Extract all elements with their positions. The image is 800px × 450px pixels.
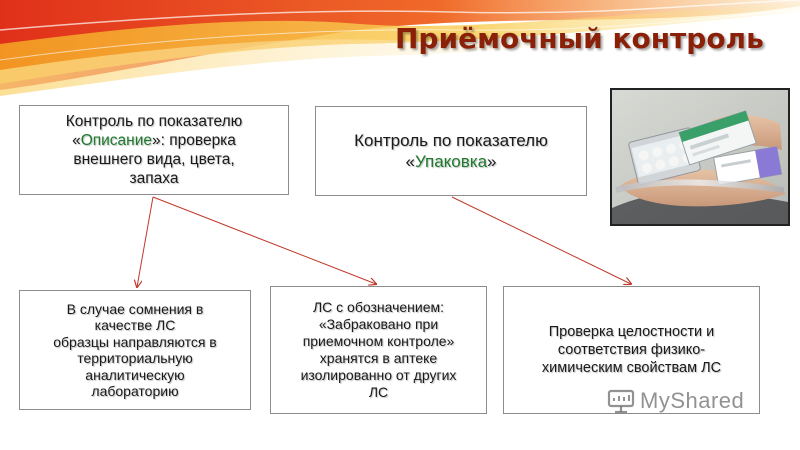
- box-rejected-line1: ЛС с обозначением:: [312, 299, 445, 315]
- box-packaging-control: [315, 106, 587, 196]
- box-doubt-line5: аналитическую: [85, 366, 185, 383]
- box-doubt-line2: качестве ЛС: [94, 317, 176, 333]
- box-doubt-line4: территориальную: [77, 350, 193, 366]
- box-doubt-laboratory: [19, 290, 251, 410]
- box-rejected-line3: приемочном контроле»: [302, 333, 455, 349]
- box-doubt-line1: В случае сомнения в: [66, 300, 204, 317]
- watermark-text: MyShared: [640, 388, 745, 413]
- box-description-line4: запаха: [129, 170, 179, 187]
- box-description-after-highlight: »: проверка: [152, 132, 236, 149]
- arrow-description-to-rejected: [153, 197, 376, 284]
- box-description-open-quote: «: [72, 132, 81, 149]
- box-rejected-storage: [270, 286, 487, 414]
- box-packaging-highlight: Упаковка: [414, 152, 488, 171]
- box-doubt-line6: лабораторию: [91, 383, 179, 399]
- medicine-photo: [610, 88, 790, 226]
- arrow-packaging-to-integrity: [452, 197, 631, 284]
- box-integrity-line2: соответствия физико-: [557, 342, 706, 358]
- watermark: [606, 388, 744, 414]
- box-description-control: [19, 105, 289, 195]
- box-integrity-line1: Проверка целостности и: [548, 324, 715, 340]
- box-rejected-line2: «Забраковано при: [318, 316, 439, 332]
- box-description-line3: внешнего вида, цвета,: [73, 151, 235, 168]
- presentation-icon: [606, 388, 636, 414]
- box-description-highlight: Описание: [80, 132, 153, 149]
- page-title: Приёмочный контроль: [395, 22, 764, 55]
- box-rejected-line6: ЛС: [368, 384, 389, 400]
- box-rejected-line4: хранятся в аптеке: [319, 350, 438, 366]
- box-packaging-close-quote: »: [487, 152, 497, 171]
- box-integrity-line3: химическим свойствам ЛС: [541, 360, 722, 376]
- box-doubt-line3: образцы направляются в: [53, 333, 217, 350]
- box-packaging-open-quote: «: [405, 152, 415, 171]
- medicine-packages-illustration: [612, 90, 788, 224]
- box-rejected-line5: изолированно от других: [300, 367, 457, 383]
- box-packaging-line1: Контроль по показателю: [354, 131, 548, 150]
- arrow-description-to-doubt: [137, 197, 153, 287]
- box-description-line1: Контроль по показателю: [65, 113, 243, 130]
